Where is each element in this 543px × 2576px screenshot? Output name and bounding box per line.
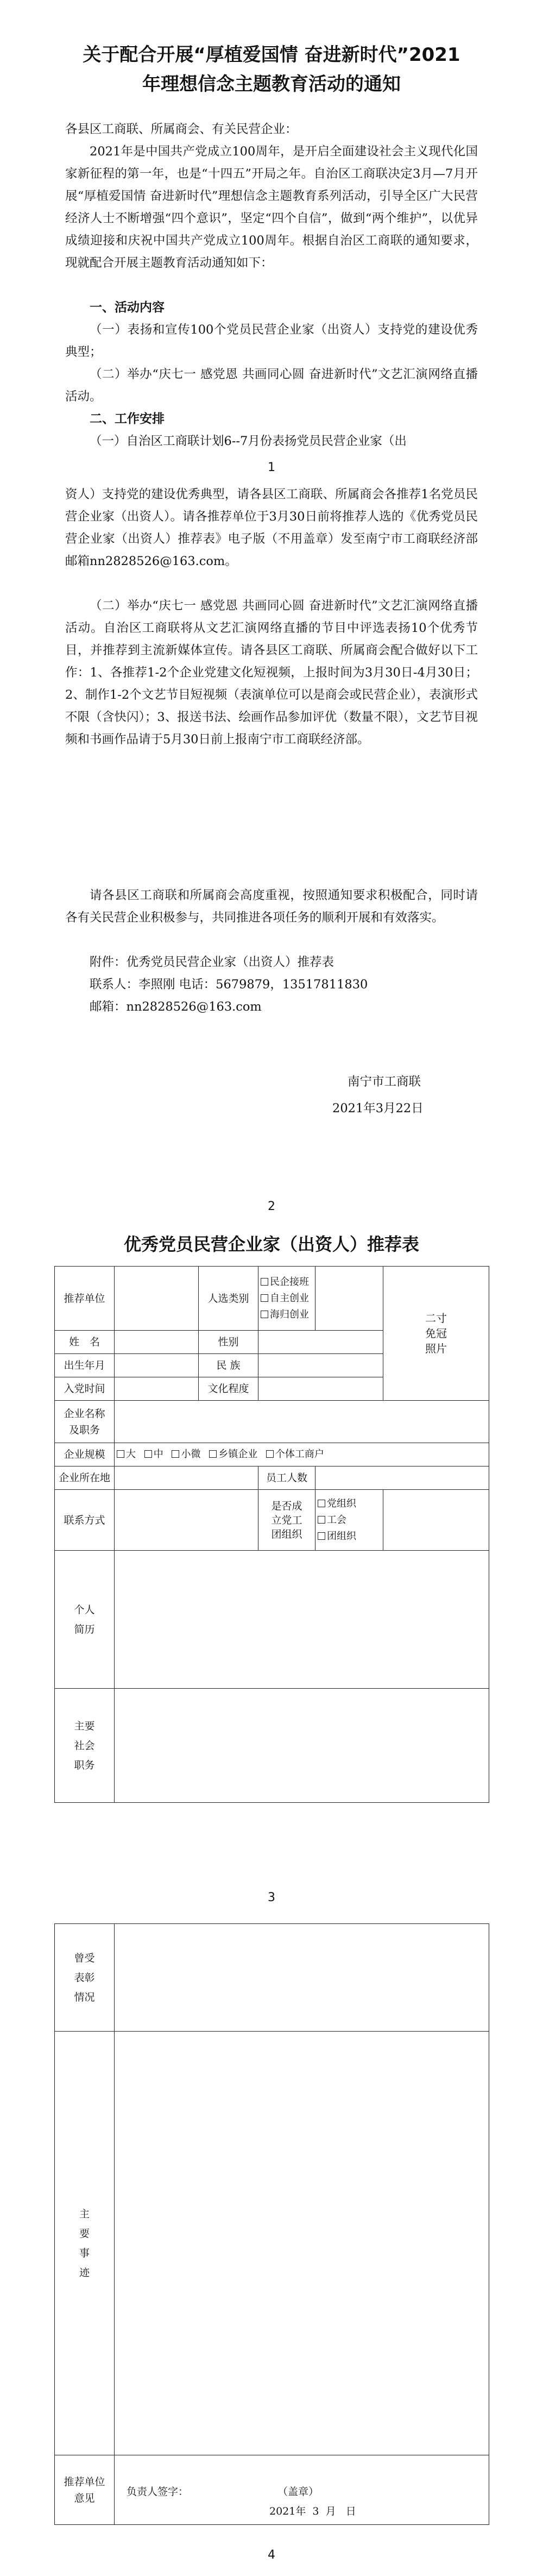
candidate-type-options (258, 1267, 315, 1331)
page-number-3: 3 (268, 1891, 275, 1904)
social-position-label: 主要 社会 职务 (55, 1689, 115, 1803)
education-field[interactable] (258, 1377, 383, 1401)
section1-heading: 一、活动内容 (90, 300, 165, 315)
addressee: 各县区工商联、所属商会、有关民营企业： (65, 122, 298, 136)
blank-cell (315, 1267, 383, 1331)
social-position-field[interactable] (115, 1689, 489, 1803)
checkbox-icon (209, 1450, 217, 1458)
scale-option[interactable]: 大 (117, 1446, 136, 1463)
candidate-type-label: 人选类别 (199, 1267, 258, 1331)
recommender-unit-label: 推荐单位 (55, 1267, 115, 1331)
birth-label: 出生年月 (55, 1354, 115, 1377)
employees-label: 员工人数 (258, 1466, 315, 1490)
type-option[interactable]: 民企接班 (261, 1274, 313, 1290)
opinion-label: 推荐单位 意见 (55, 2455, 115, 2525)
ethnicity-label: 民 族 (199, 1354, 258, 1377)
company-position-label: 企业名称 及职务 (55, 1401, 115, 1443)
recommendation-form-table-continued (54, 1923, 489, 2525)
email-line: 邮箱：nn2828526@163.com (90, 1000, 262, 1014)
checkbox-icon (318, 1500, 325, 1507)
intro-paragraph: 2021年是中国共产党成立100周年，是开启全面建设社会主义现代化国家新征程的第一年，也是“十四五”开局之年。自治区工商联决定3月—7月开展“厚植爱国情 奋进新时代”理想信念主题教育系列活动，引导全区广大民营经济人士不断增强“四个意识”，坚定“四个自信”，做到“两个维护”，以优异成绩迎接和庆祝中国共产党成立100周年。根据自治区工商联的通知要求，现就配合开展主题教育活动通知如下： (65, 145, 478, 270)
contact-line: 联系人：李照刚 电话：5679879，13517811830 (90, 977, 368, 992)
gender-field[interactable] (258, 1331, 383, 1354)
birth-field[interactable] (115, 1354, 199, 1377)
signer: 南宁市工商联 (348, 1075, 421, 1089)
opinion-field[interactable] (115, 2455, 489, 2525)
recommender-unit-value[interactable] (115, 1267, 199, 1331)
company-location-field[interactable] (115, 1466, 258, 1490)
section2-heading: 二、工作安排 (90, 412, 165, 426)
checkbox-icon (318, 1532, 325, 1540)
checkbox-icon (261, 1311, 268, 1318)
type-option[interactable]: 自主创业 (261, 1290, 313, 1307)
company-scale-options (115, 1443, 489, 1466)
checkbox-icon (144, 1450, 152, 1458)
scale-option[interactable]: 乡镇企业 (209, 1446, 257, 1463)
ethnicity-field[interactable] (258, 1354, 383, 1377)
checkbox-icon (117, 1450, 124, 1458)
contact-method-label: 联系方式 (55, 1490, 115, 1551)
join-party-field[interactable] (115, 1377, 199, 1401)
signature-label: 负责人签字： (127, 2486, 189, 2498)
checkbox-icon (318, 1516, 325, 1524)
form-date: 2021年 3 月 日 (269, 2505, 356, 2517)
main-deeds-field[interactable] (115, 2032, 489, 2455)
company-scale-label: 企业规模 (55, 1443, 115, 1466)
form-title: 优秀党员民营企业家（出资人）推荐表 (123, 1234, 419, 1255)
photo-box: 二寸 免冠 照片 (383, 1267, 489, 1401)
checkbox-icon (266, 1450, 274, 1458)
checkbox-icon (261, 1278, 268, 1286)
company-location-label: 企业所在地 (55, 1466, 115, 1490)
gender-label: 性别 (199, 1331, 258, 1354)
employees-field[interactable] (315, 1466, 489, 1490)
page-number-2: 2 (268, 1200, 275, 1213)
recommendation-form-table (54, 1266, 489, 1803)
notice-title (52, 40, 491, 99)
page-number-4: 4 (268, 2548, 275, 2562)
page-number-1: 1 (268, 461, 275, 474)
work1-start: （一）自治区工商联计划6--7月份表扬党员民营企业家（出 (90, 434, 407, 448)
seal-label: （盖章） (277, 2486, 319, 2498)
name-label: 姓 名 (55, 1331, 115, 1354)
org-option[interactable]: 团组织 (318, 1528, 381, 1545)
resume-label: 个人 简历 (55, 1551, 115, 1689)
checkbox-icon (261, 1294, 268, 1302)
company-position-field[interactable] (115, 1401, 489, 1443)
notice-title-line1: 关于配合开展“厚植爱国情 奋进新时代”2021 (83, 44, 460, 66)
resume-field[interactable] (115, 1551, 489, 1689)
scale-option[interactable]: 个体工商户 (266, 1446, 324, 1463)
activity1-text: （一）表扬和宣传100个党员民营企业家（出资人）支持党的建设优秀典型； (65, 323, 478, 359)
org-option[interactable]: 党组织 (318, 1496, 381, 1512)
notice-title-line2: 年理想信念主题教育活动的通知 (142, 73, 401, 95)
party-org-label: 是否成 立党工 团组织 (258, 1490, 315, 1551)
work1-continued: 资人）支持党的建设优秀典型，请各县区工商联、所属商会各推荐1名党员民营企业家（出资人）。请各推荐单位于3月30日前将推荐人选的《优秀党员民营企业家（出资人）推荐表》电子版（不用盖章）发至南宁市工商联经济部邮箱nn2828526@163.com。 (65, 487, 478, 568)
name-field[interactable] (115, 1331, 199, 1354)
notice-date: 2021年3月22日 (332, 1101, 424, 1115)
honors-label: 曾受 表彰 情况 (55, 1924, 115, 2032)
join-party-label: 入党时间 (55, 1377, 115, 1401)
org-option[interactable]: 工会 (318, 1512, 381, 1528)
education-label: 文化程度 (199, 1377, 258, 1401)
party-org-options (315, 1490, 383, 1551)
activity2-text: （二）举办“庆七一 感党恩 共画同心圆 奋进新时代”文艺汇演网络直播活动。 (65, 367, 478, 404)
contact-method-field[interactable] (115, 1490, 258, 1551)
scale-option[interactable]: 小微 (172, 1446, 200, 1463)
blank-cell (383, 1490, 489, 1551)
honors-field[interactable] (115, 1924, 489, 2032)
type-option[interactable]: 海归创业 (261, 1307, 313, 1323)
scale-option[interactable]: 中 (144, 1446, 163, 1463)
closing-paragraph: 请各县区工商联和所属商会高度重视，按照通知要求积极配合，同时请各有关民营企业积极参与，共同推进各项任务的顺利开展和有效落实。 (65, 888, 478, 925)
checkbox-icon (172, 1450, 179, 1458)
attachment-line: 附件：优秀党员民营企业家（出资人）推荐表 (90, 955, 334, 969)
main-deeds-label: 主 要 事 迹 (55, 2032, 115, 2455)
work2-text: （二）举办“庆七一 感党恩 共画同心圆 奋进新时代”文艺汇演网络直播活动。自治区工商联将从文艺汇演网络直播的节目中评选表扬10个优秀节目，并推荐到主流新媒体宣传。请各县区工商联、所属商会配合做好以下工作：1、各推荐1-2个企业党建文化短视频，上报时间为3月30日-4月30日；2、制作1-2个文艺节目短视频（表演单位可以是商会或民营企业），表演形式不限（含快闪）；3、报送书法、绘画作品参加评优（数量不限），文艺节目视频和书画作品请于5月30日前上报南宁市工商联经济部。 (65, 599, 478, 747)
